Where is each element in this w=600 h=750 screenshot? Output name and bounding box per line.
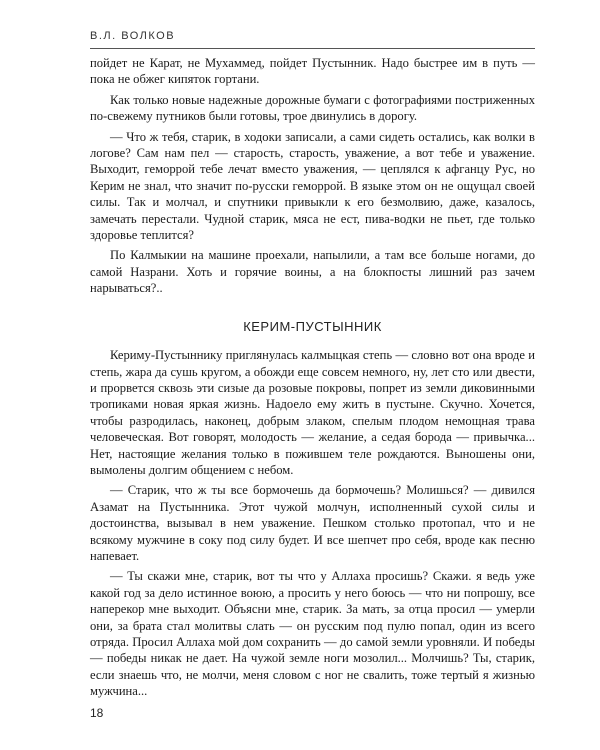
chapter-title: КЕРИМ-ПУСТЫННИК [243, 318, 382, 334]
header-rule [90, 48, 535, 49]
running-header: В.Л. ВОЛКОВ [90, 30, 176, 42]
paragraph: Кериму-Пустыннику приглянулась калмыцкая степь — словно вот она вроде и степь, жара да сушь кругом, а обожди еще совсем немного, ну, лет сто или двести, и прорвется сквозь эти сизые да розовые покровы, попрет из земли диковинными тропиками новая яркая жизнь. Надоело ему жить в пустыне. Скучно. Хочется, чтобы разродилась, наконец, добрым злаком, спелым плодом немощная трава человеческая. Вот говорят, молодость — желание, а седая борода — привычка... Нет, настоящие желания только в пожившем теле рождаются. Выношены они, вымолены долгим общением с небом. [90, 348, 535, 477]
paragraph: Как только новые надежные дорожные бумаги с фотографиями постриженных по-свежему путников были готовы, трое двинулись в дорогу. [90, 92, 535, 124]
paragraph: — Старик, что ж ты все бормочешь да бормочешь? Молишься? — дивился Азамат на Пустынника. Этот чужой молчун, исполненный сухой силы и достоинства, вызывал в нем уважение. Пешком столько протопал, что и не всякому мужчине в соку под силу будет. И все шепчет про себя, вроде как песню напевает. [90, 483, 535, 563]
paragraph: По Калмыкии на машине проехали, напылили, а там все больше ногами, до самой Назрани. Хоть и горячие воины, а на блокпосты лишний раз зачем нарываться?.. [90, 248, 535, 296]
paragraph: пойдет не Карат, не Мухаммед, пойдет Пустынник. Надо быстрее им в путь — пока не обжег кипяток гортани. [90, 56, 535, 87]
paragraph: — Ты скажи мне, старик, вот ты что у Аллаха просишь? Скажи. я ведь уже какой год за дело истинное воюю, а просить у него боюсь — что ни попрошу, все наперекор мне выходит. Объясни мне, старик. За мать, за отца просил — умерли они, за брата стал молитвы слать — он русским под пулю попал, один из всего отряда. Просил Аллаха мой дом сохранить — до самой земли уровняли. И победы — победы никак не дает. На чужой земле ноги мозолил... Молчишь? Ты, старик, если знаешь что, не молчи, меня словом с ног не свалить, тоже тертый я жизнью мужчина... [90, 569, 535, 699]
page-body [90, 55, 535, 704]
page-number: 18 [90, 706, 104, 720]
paragraph: — Что ж тебя, старик, в ходоки записали, а сами сидеть остались, как волки в логове? Сам нам пел — старость, старость, уважение, а вот тебе и уважение. Выходит, геморрой тебе лечат вместо уважения, — цеплялся к афганцу Рус, но Керим не знал, что значит по-русски геморрой. В языке этом он не ощущал своей силы. Так и молчал, и спутники привыкли к его безмолвию, даже, казалось, замечать перестали. Чудной старик, мяса не ест, пива-водки не пьет, где только здоровье теплится? [90, 129, 535, 243]
